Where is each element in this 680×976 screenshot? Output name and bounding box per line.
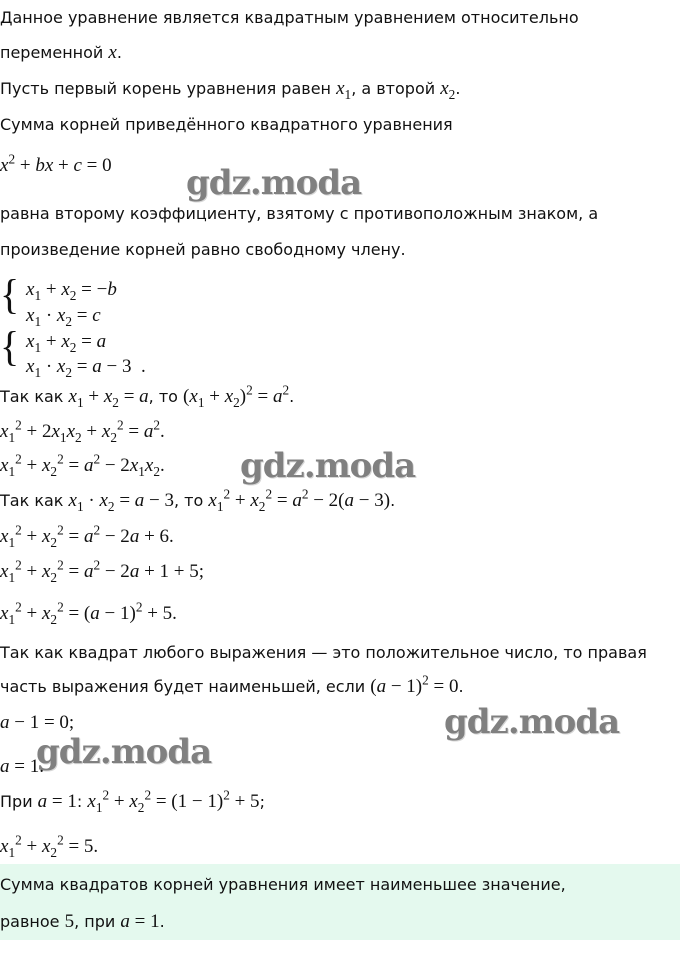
text-line: Так как $x_1 + x_2 = a$, то $(x_1 + x_2)^2 = a^2$. bbox=[0, 382, 295, 410]
equation: $x_1^2 + x_2^2 = a^2 - 2a + 6$. bbox=[0, 522, 174, 550]
text-line: При a = 1: $x_1^2 + x_2^2 = (1 - 1)^2 + 5$; bbox=[0, 787, 265, 815]
equation: $x_1^2 + x_2^2 = (a - 1)^2 + 5$. bbox=[0, 599, 177, 627]
text-line: Сумма корней приведённого квадратного уравнения bbox=[0, 115, 453, 134]
watermark: gdz.moda bbox=[186, 163, 362, 203]
text-line: Данное уравнение является квадратным уравнением относительно bbox=[0, 8, 579, 27]
watermark: gdz.moda bbox=[36, 732, 212, 772]
text-line: Пусть первый корень уравнения равен $x_1$, а второй $x_2$. bbox=[0, 78, 461, 102]
text-line: Так как $x_1 \cdot x_2 = a - 3$, то $x_1^2 + x_2^2 = a^2 - 2(a - 3)$. bbox=[0, 486, 396, 514]
equation: $x_1^2 + 2x_1x_2 + x_2^2 = a^2$. bbox=[0, 417, 165, 445]
equation: $x_1^2 + x_2^2 = 5$. bbox=[0, 832, 99, 860]
answer-line: Сумма квадратов корней уравнения имеет наименьшее значение, bbox=[0, 875, 566, 894]
text-line: переменной x. bbox=[0, 42, 122, 63]
text-line: равна второму коэффициенту, взятому с противоположным знаком, а bbox=[0, 204, 599, 223]
equation: $x_1^2 + x_2^2 = a^2 - 2a + 1 + 5$; bbox=[0, 557, 205, 585]
equation: $x^2$ + bx + c = 0 bbox=[0, 151, 112, 176]
watermark: gdz.moda bbox=[240, 446, 416, 486]
watermark: gdz.moda bbox=[444, 702, 620, 742]
equation: $x_1^2 + x_2^2 = a^2 - 2x_1x_2$. bbox=[0, 451, 165, 479]
text-line: часть выражения будет наименьшей, если $(a - 1)^2 = 0$. bbox=[0, 672, 464, 697]
equation: a − 1 = 0; bbox=[0, 712, 75, 733]
answer-line: равное 5, при a = 1. bbox=[0, 911, 165, 932]
text-line: произведение корней равно свободному члену. bbox=[0, 240, 406, 259]
text-line: Так как квадрат любого выражения — это положительное число, то правая bbox=[0, 643, 647, 662]
equation: a = 1. bbox=[0, 756, 44, 777]
